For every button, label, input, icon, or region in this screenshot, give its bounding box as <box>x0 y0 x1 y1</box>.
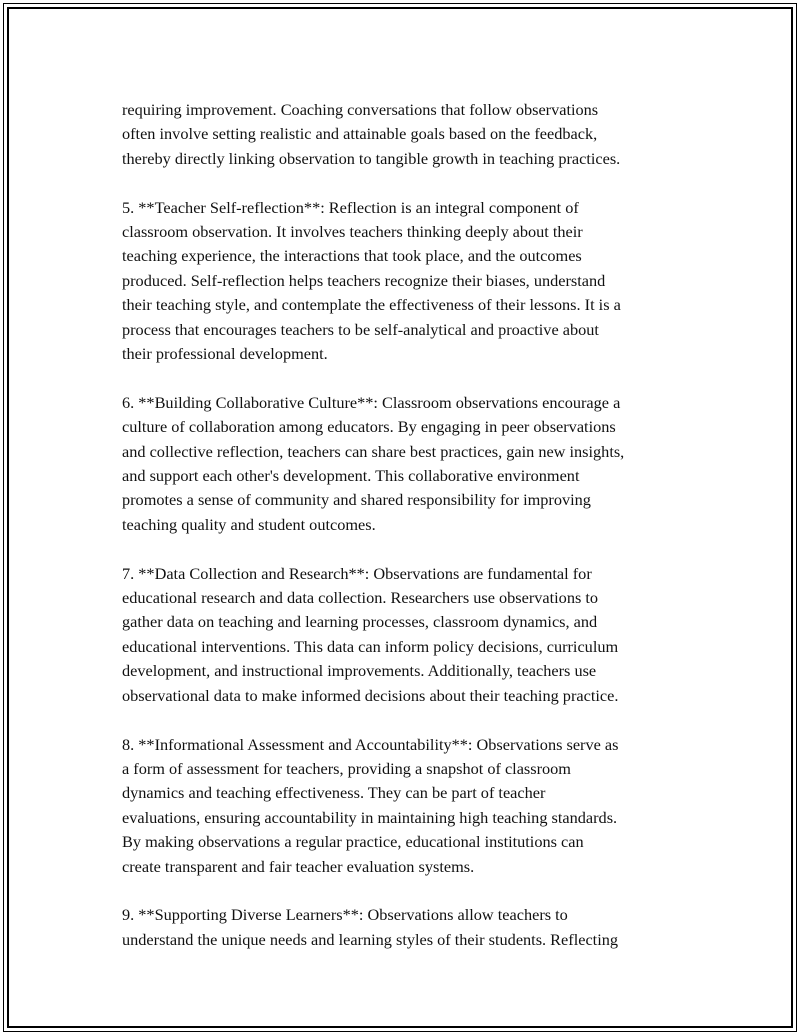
paragraph-collaborative-culture <box>122 391 697 537</box>
text-line: thereby directly linking observation to tangible growth in teaching practices. <box>122 148 621 168</box>
text-line: and collective reflection, teachers can share best practices, gain new insights, <box>122 441 625 461</box>
text-line: educational interventions. This data can inform policy decisions, curriculum <box>122 636 619 656</box>
paragraph-teacher-self-reflection <box>122 196 697 367</box>
text-line: requiring improvement. Coaching conversations that follow observations <box>122 100 599 119</box>
text-line: gather data on teaching and learning processes, classroom dynamics, and <box>122 612 598 632</box>
text-line: educational research and data collection. Researchers use observations to <box>122 588 599 608</box>
text-line: 9. **Supporting Diverse Learners**: Observations allow teachers to <box>122 905 568 925</box>
text-line: 5. **Teacher Self-reflection**: Reflection is an integral component of <box>122 197 579 217</box>
text-line: often involve setting realistic and attainable goals based on the feedback, <box>122 124 598 144</box>
text-line: culture of collaboration among educators. By engaging in peer observations <box>122 417 616 437</box>
text-line: a form of assessment for teachers, providing a snapshot of classroom <box>122 758 571 778</box>
page-border-outer <box>3 3 797 1032</box>
text-line: observational data to make informed decisions about their teaching practice. <box>122 685 619 705</box>
text-line: development, and instructional improvements. Additionally, teachers use <box>122 661 597 681</box>
text-line: teaching experience, the interactions that took place, and the outcomes <box>122 246 582 266</box>
paragraph-coaching-continuation <box>122 98 697 171</box>
text-line: understand the unique needs and learning styles of their students. Reflecting <box>122 929 618 949</box>
text-line: teaching quality and student outcomes. <box>122 514 376 534</box>
text-line: their professional development. <box>122 344 328 364</box>
text-line: 6. **Building Collaborative Culture**: Classroom observations encourage a <box>122 392 621 412</box>
text-line: 7. **Data Collection and Research**: Observations are fundamental for <box>122 563 592 583</box>
text-line: and support each other's development. This collaborative environment <box>122 466 580 486</box>
paragraph-assessment-accountability <box>122 733 697 879</box>
text-line: By making observations a regular practice, educational institutions can <box>122 832 584 852</box>
text-line: create transparent and fair teacher evaluation systems. <box>122 856 475 876</box>
text-line: produced. Self-reflection helps teachers recognize their biases, understand <box>122 270 606 290</box>
text-line: process that encourages teachers to be self-analytical and proactive about <box>122 319 599 339</box>
text-line: dynamics and teaching effectiveness. They can be part of teacher <box>122 783 546 803</box>
text-line: promotes a sense of community and shared responsibility for improving <box>122 490 591 510</box>
text-line: 8. **Informational Assessment and Accountability**: Observations serve as <box>122 734 619 754</box>
text-line: classroom observation. It involves teachers thinking deeply about their <box>122 222 583 242</box>
document-body <box>122 98 697 977</box>
paragraph-data-collection-research <box>122 562 697 708</box>
paragraph-diverse-learners <box>122 903 697 952</box>
text-line: their teaching style, and contemplate the effectiveness of their lessons. It is a <box>122 295 621 315</box>
text-line: evaluations, ensuring accountability in maintaining high teaching standards. <box>122 807 618 827</box>
